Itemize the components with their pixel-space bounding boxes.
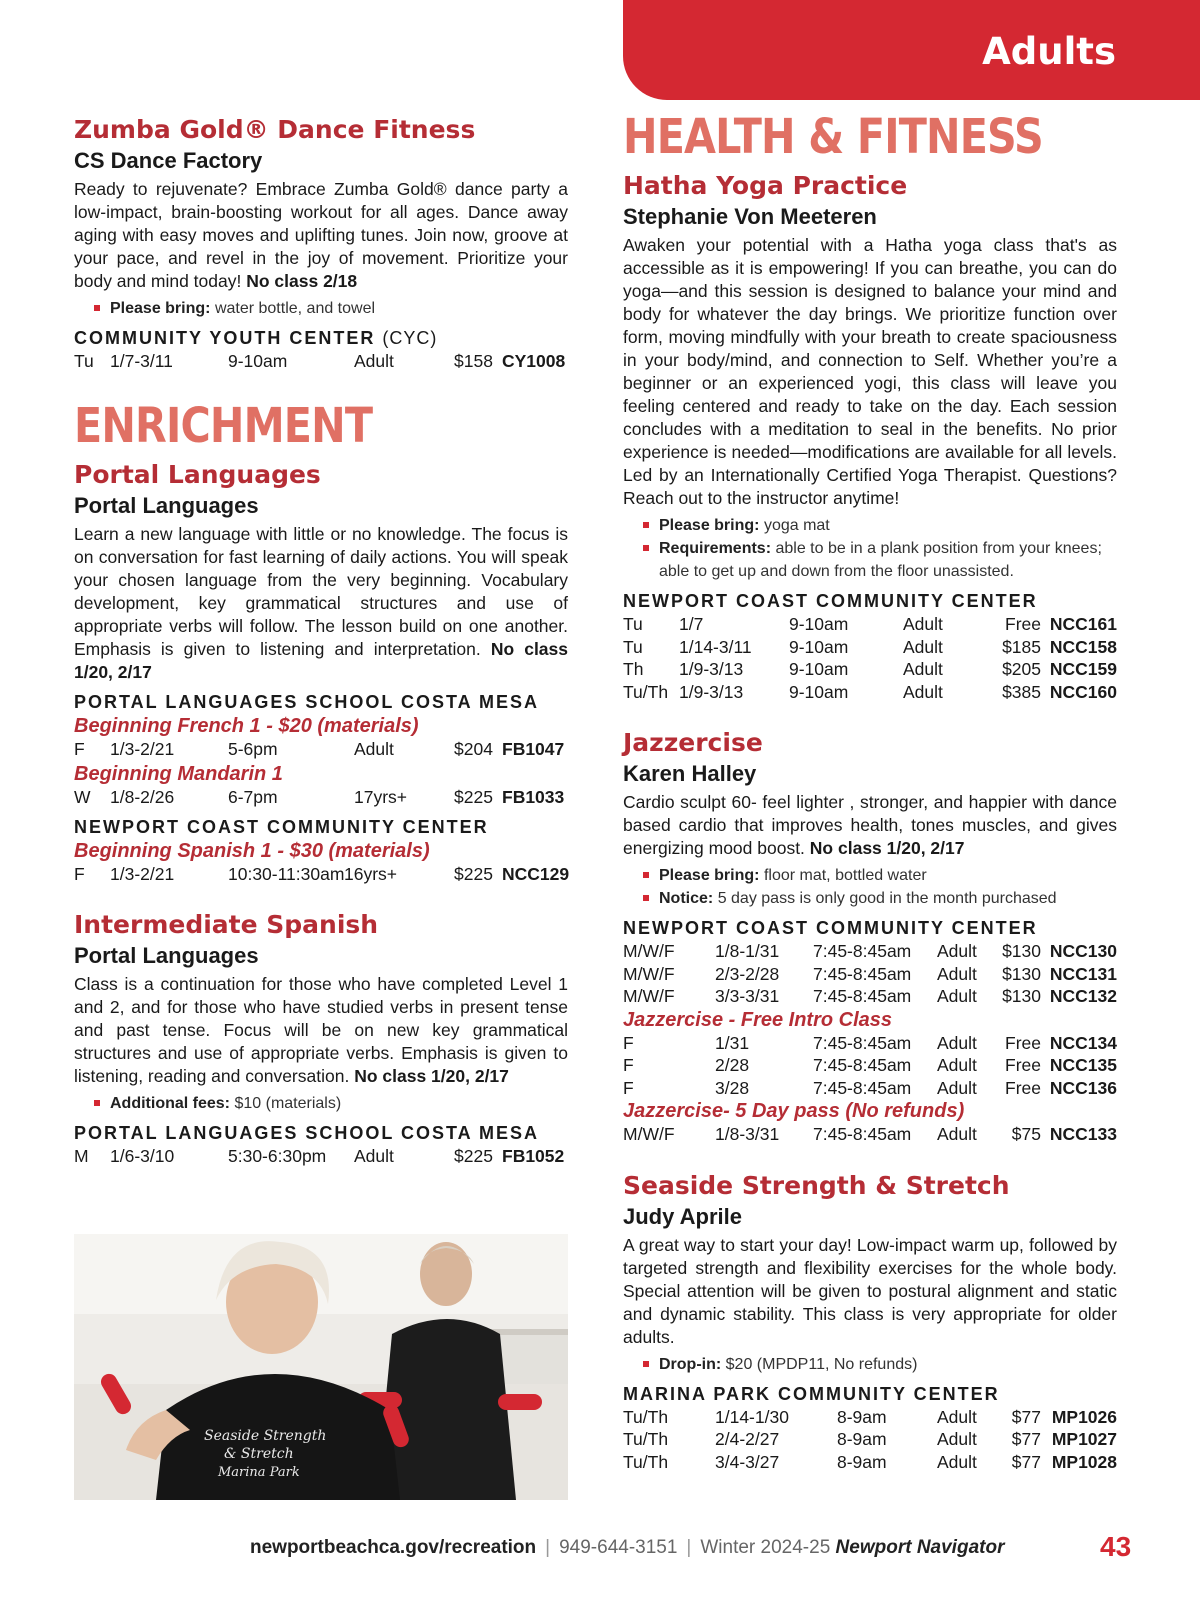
row-dates: 2/4-2/27: [715, 1429, 780, 1449]
location-name: COMMUNITY YOUTH CENTER: [74, 328, 376, 348]
bring-value: floor mat, bottled water: [763, 867, 927, 884]
table-row: [623, 658, 1117, 681]
row-code: MP1028: [1051, 1451, 1117, 1472]
jazz-intro-schedule: [623, 1032, 1117, 1100]
row-time: 8-9am: [837, 1406, 887, 1427]
row-fee: Free: [1005, 614, 1041, 634]
row-dates: 1/9-3/13: [679, 659, 744, 679]
row-fee: $204: [454, 738, 493, 759]
row-age: Adult: [937, 1406, 977, 1427]
row-age: Adult: [937, 1451, 977, 1472]
intspanish-desc-text: Class is a continuation for those who have completed Level 1 and 2, and for those who have studied verbs in present tense and past tense. Focus will be on new key grammatical structures and use of appropriate verbs. Emphasis is given to listening, reading and conversation.: [74, 974, 568, 1086]
row-fee: Free: [1005, 1077, 1041, 1098]
yoga-description: Awaken your potential with a Hatha yoga class that's as accessible as it is empowering! If you can breathe, you can do yoga—and this session is designed to balance your mind and body for whatever the day brings. We prioritize function over form, moving mindfully with your breath to create spaciousness in your body/mind, and connection to Self. Whether you’re a beginner or an experienced yogi, this class will leave you feeling centered and ready to take on the day. Each session concludes with a meditation to seal in the benefits. No prior experience is needed—modifications are available for all levels. Led by an Internationally Certified Yoga Therapist. Questions? Reach out to the instructor anytime!: [623, 235, 1117, 508]
row-day: Tu: [623, 614, 643, 634]
health-fitness-heading: HEALTH & FITNESS: [623, 109, 1043, 165]
portal-sub-french: Beginning French 1 - $20 (materials): [74, 714, 419, 737]
table-row: [623, 1451, 1117, 1474]
table-row: [623, 1032, 1117, 1055]
notice-label: Notice:: [659, 890, 714, 907]
row-fee: $225: [454, 1146, 493, 1166]
row-day: M/W/F: [623, 1124, 675, 1144]
table-row: [74, 863, 568, 886]
row-day: Tu/Th: [623, 1429, 669, 1449]
row-dates: 1/8-1/31: [715, 941, 780, 961]
portal-instructor: Portal Languages: [74, 492, 259, 518]
table-row: [74, 738, 568, 761]
row-day: M/W/F: [623, 963, 675, 984]
portal-location-2: NEWPORT COAST COMMUNITY CENTER: [74, 816, 489, 837]
row-time: 9-10am: [789, 636, 849, 657]
row-fee: $225: [454, 863, 493, 884]
row-age: Adult: [903, 614, 943, 634]
seaside-location: MARINA PARK COMMUNITY CENTER: [623, 1383, 1000, 1404]
bring-value: water bottle, and towel: [214, 300, 376, 317]
row-age: Adult: [903, 636, 943, 657]
row-fee: $385: [1002, 681, 1041, 702]
row-day: Tu: [74, 351, 94, 371]
row-time: 8-9am: [837, 1451, 887, 1472]
row-code: NCC134: [1049, 1032, 1117, 1053]
table-row: [623, 1123, 1117, 1146]
row-code: MP1026: [1051, 1406, 1117, 1427]
jazz-note: No class 1/20, 2/17: [809, 838, 965, 858]
row-fee: $75: [1011, 1124, 1041, 1144]
row-code: NCC133: [1049, 1124, 1117, 1144]
row-dates: 3/28: [715, 1077, 750, 1098]
row-time: 7:45-8:45am: [813, 1055, 912, 1075]
jazz-location: NEWPORT COAST COMMUNITY CENTER: [623, 918, 1038, 938]
row-code: NCC160: [1049, 681, 1117, 702]
dropin-value: $20 (MPDP11, No refunds): [725, 1355, 918, 1373]
row-time: 7:45-8:45am: [813, 963, 912, 984]
row-dates: 1/31: [715, 1032, 750, 1053]
portal-location-1: PORTAL LANGUAGES SCHOOL COSTA MESA: [74, 691, 540, 712]
shirt-text-1: Seaside Strength: [204, 1428, 327, 1444]
seaside-schedule: [623, 1406, 1117, 1474]
intspanish-title: Intermediate Spanish: [74, 910, 379, 939]
fitness-class-photo: [74, 1234, 568, 1500]
left-column: [74, 114, 568, 1168]
row-day: Tu/Th: [623, 1451, 669, 1472]
row-dates: 1/3-2/21: [110, 863, 175, 884]
jazz-title: Jazzercise: [623, 728, 763, 757]
photo-illustration: [74, 1234, 568, 1500]
yoga-location: NEWPORT COAST COMMUNITY CENTER: [623, 591, 1038, 611]
intspanish-fees: [74, 1092, 568, 1115]
row-time: 9-10am: [789, 659, 849, 679]
row-fee: Free: [1005, 1032, 1041, 1053]
row-time: 7:45-8:45am: [813, 1077, 912, 1098]
bring-value: yoga mat: [763, 517, 830, 534]
intspanish-instructor: Portal Languages: [74, 943, 259, 968]
row-time: 10:30-11:30am: [228, 863, 345, 884]
row-age: Adult: [937, 941, 977, 961]
bring-label: Please bring:: [110, 300, 211, 317]
yoga-requirements: [623, 537, 1117, 583]
row-fee: $77: [1011, 1429, 1041, 1449]
row-dates: 1/7-3/11: [110, 351, 173, 371]
right-column: [623, 110, 1117, 1473]
dropin-label: Drop-in:: [659, 1355, 722, 1373]
table-row: [623, 940, 1117, 963]
zumba-description: [74, 178, 568, 293]
row-day: Tu: [623, 636, 643, 657]
row-age: Adult: [903, 659, 943, 679]
intspanish-description: [74, 973, 568, 1088]
portal-desc-text: Learn a new language with little or no knowledge. The focus is on conversation for fast learning of daily actions. You will speak your chosen language from the very beginning. Vocabulary development, key grammatical structures and use of appropriate verbs will follow. The lesson build on one another. Emphasis is given to listening and interpretation.: [74, 523, 568, 659]
footer-text: [250, 1537, 1004, 1559]
row-dates: 3/3-3/31: [715, 986, 780, 1006]
row-time: 6-7pm: [228, 787, 278, 807]
table-row: [74, 1145, 568, 1168]
row-day: W: [74, 787, 91, 807]
row-day: F: [74, 863, 85, 884]
row-day: F: [623, 1077, 634, 1098]
location-abbr: (CYC): [382, 328, 438, 348]
table-row: [74, 350, 568, 373]
row-day: F: [623, 1055, 634, 1075]
row-day: M/W/F: [623, 986, 675, 1006]
row-age: Adult: [937, 963, 977, 984]
row-code: FB1033: [502, 787, 565, 807]
row-age: Adult: [937, 1077, 977, 1098]
row-fee: $77: [1011, 1406, 1041, 1427]
yoga-schedule: [623, 613, 1117, 703]
portal-sub-spanish: Beginning Spanish 1 - $30 (materials): [74, 839, 430, 862]
row-dates: 1/7: [679, 614, 704, 634]
table-row: [623, 1054, 1117, 1077]
row-age: Adult: [903, 681, 943, 702]
row-code: FB1047: [502, 738, 565, 759]
seaside-description: A great way to start your day! Low-impact warm up, followed by targeted strength and flexibility exercises for the whole body. Special attention will be given to postural alignment and static and dynamic stability. This class is very appropriate for older adults.: [623, 1234, 1117, 1347]
intspanish-note: No class 1/20, 2/17: [354, 1066, 509, 1086]
table-row: [623, 636, 1117, 659]
zumba-title: Zumba Gold® Dance Fitness: [74, 115, 476, 144]
yoga-bring: [623, 514, 1117, 537]
shirt-text-3: Marina Park: [218, 1465, 300, 1480]
table-row: [623, 963, 1117, 986]
row-fee: $130: [1002, 986, 1041, 1006]
row-age: Adult: [937, 1124, 977, 1144]
row-time: 5-6pm: [228, 738, 278, 759]
row-dates: 2/3-2/28: [715, 963, 780, 984]
page-footer: [0, 1531, 1200, 1567]
row-time: 7:45-8:45am: [813, 1032, 912, 1053]
row-dates: 1/9-3/13: [679, 681, 744, 702]
intspanish-location: PORTAL LANGUAGES SCHOOL COSTA MESA: [74, 1123, 540, 1143]
table-row: [74, 786, 568, 809]
jazz-sub-intro: Jazzercise - Free Intro Class: [623, 1008, 893, 1031]
row-time: 9-10am: [789, 614, 849, 634]
row-fee: Free: [1005, 1055, 1041, 1075]
row-dates: 1/8-2/26: [110, 787, 175, 807]
row-code: NCC129: [502, 863, 570, 884]
row-code: NCC131: [1049, 963, 1117, 984]
bring-label: Please bring:: [659, 517, 760, 534]
row-age: 16yrs+: [344, 863, 398, 884]
row-age: Adult: [937, 986, 977, 1006]
row-age: Adult: [937, 1429, 977, 1449]
row-fee: $77: [1011, 1451, 1041, 1472]
row-age: 17yrs+: [354, 787, 408, 807]
fees-value: $10 (materials): [234, 1095, 342, 1112]
bring-label: Please bring:: [659, 867, 760, 884]
adults-tab: [623, 0, 1200, 100]
footer-sep: |: [686, 1537, 692, 1558]
portal-note: No class 1/20, 2/17: [74, 638, 568, 682]
row-code: NCC130: [1049, 941, 1117, 961]
table-row: [623, 681, 1117, 704]
row-day: Th: [623, 659, 644, 679]
enrichment-heading: ENRICHMENT: [74, 397, 373, 454]
zumba-note: No class 2/18: [246, 271, 358, 291]
table-row: [623, 985, 1117, 1008]
zumba-bring: [74, 297, 568, 320]
jazz-desc-text: Cardio sculpt 60- feel lighter , stronger, and happier with dance based cardio that improves health, tones muscles, and gives energizing mood boost.: [623, 792, 1117, 858]
row-time: 7:45-8:45am: [813, 986, 912, 1006]
portal-description: [74, 523, 568, 684]
row-day: Tu/Th: [623, 681, 669, 702]
portal-sub-mandarin: Beginning Mandarin 1: [74, 763, 283, 785]
row-day: F: [623, 1032, 634, 1053]
row-age: Adult: [354, 351, 394, 371]
row-time: 9-10am: [789, 681, 849, 702]
row-fee: $158: [454, 351, 493, 371]
row-dates: 3/4-3/27: [715, 1451, 780, 1472]
table-row: [623, 1428, 1117, 1451]
row-day: Tu/Th: [623, 1406, 669, 1427]
row-time: 8-9am: [837, 1429, 887, 1449]
jazz-sub-pass: Jazzercise- 5 Day pass (No refunds): [623, 1100, 965, 1122]
row-fee: $130: [1002, 963, 1041, 984]
seaside-instructor: Judy Aprile: [623, 1203, 742, 1229]
row-fee: $130: [1002, 941, 1041, 961]
page-number: 43: [1100, 1531, 1132, 1562]
row-dates: 1/6-3/10: [110, 1146, 175, 1166]
requirements-value: able to be in a plank position from your knees; able to get up and down from the floor unassisted.: [659, 540, 1102, 580]
footer-phone: 949-644-3151: [559, 1537, 678, 1558]
footer-season: Winter 2024-25: [700, 1537, 831, 1558]
table-row: [623, 1077, 1117, 1100]
row-dates: 1/3-2/21: [110, 738, 175, 759]
row-dates: 1/14-1/30: [715, 1406, 789, 1427]
footer-url[interactable]: newportbeachca.gov/recreation: [250, 1537, 537, 1558]
yoga-title: Hatha Yoga Practice: [623, 171, 908, 200]
row-age: Adult: [354, 738, 394, 759]
row-age: Adult: [937, 1055, 977, 1075]
seaside-title: Seaside Strength & Stretch: [623, 1170, 1010, 1200]
jazz-bring: [623, 864, 1117, 887]
zumba-location: [74, 326, 568, 350]
row-code: NCC132: [1049, 986, 1117, 1006]
row-dates: 1/14-3/11: [679, 636, 752, 657]
zumba-instructor: CS Dance Factory: [74, 148, 263, 173]
jazz-notice: [623, 887, 1117, 910]
row-code: MP1027: [1051, 1429, 1117, 1449]
seaside-dropin: [623, 1353, 1117, 1376]
row-code: CY1008: [502, 351, 566, 371]
row-time: 7:45-8:45am: [813, 941, 912, 961]
row-code: NCC158: [1049, 636, 1117, 657]
table-row: [623, 613, 1117, 636]
jazz-instructor: Karen Halley: [623, 761, 757, 786]
jazz-schedule: [623, 940, 1117, 1008]
shirt-text-2: & Stretch: [224, 1446, 294, 1462]
row-time: 5:30-6:30pm: [228, 1146, 327, 1166]
row-time: 7:45-8:45am: [813, 1124, 912, 1144]
tab-label: Adults: [982, 30, 1116, 73]
row-code: NCC161: [1049, 614, 1117, 634]
row-time: 9-10am: [228, 351, 288, 371]
footer-sep: |: [545, 1537, 551, 1558]
yoga-instructor: Stephanie Von Meeteren: [623, 204, 877, 229]
row-code: NCC135: [1049, 1055, 1117, 1075]
row-code: NCC136: [1049, 1077, 1117, 1098]
row-age: Adult: [354, 1146, 394, 1166]
zumba-desc-text: Ready to rejuvenate? Embrace Zumba Gold® dance party a low-impact, brain-boosting workout for all ages. Dance away aging with easy moves and uplifting tunes. Join now, groove at your pace, and revel in the joy of movement. Prioritize your body and mind today!: [74, 179, 568, 291]
row-dates: 2/28: [715, 1055, 750, 1075]
row-fee: $205: [1002, 659, 1041, 679]
row-fee: $185: [1002, 636, 1041, 657]
table-row: [623, 1406, 1117, 1429]
row-day: M: [74, 1146, 89, 1166]
row-fee: $225: [454, 787, 493, 807]
notice-value: 5 day pass is only good in the month purchased: [717, 890, 1057, 907]
portal-title: Portal Languages: [74, 459, 321, 489]
row-dates: 1/8-3/31: [715, 1124, 780, 1144]
jazz-description: [623, 791, 1117, 860]
fees-label: Additional fees:: [110, 1095, 231, 1112]
row-age: Adult: [937, 1032, 977, 1053]
footer-magazine: Newport Navigator: [835, 1537, 1005, 1558]
row-day: F: [74, 738, 85, 759]
requirements-label: Requirements:: [659, 540, 772, 557]
row-code: FB1052: [502, 1146, 565, 1166]
row-code: NCC159: [1049, 659, 1117, 679]
row-day: M/W/F: [623, 941, 675, 961]
